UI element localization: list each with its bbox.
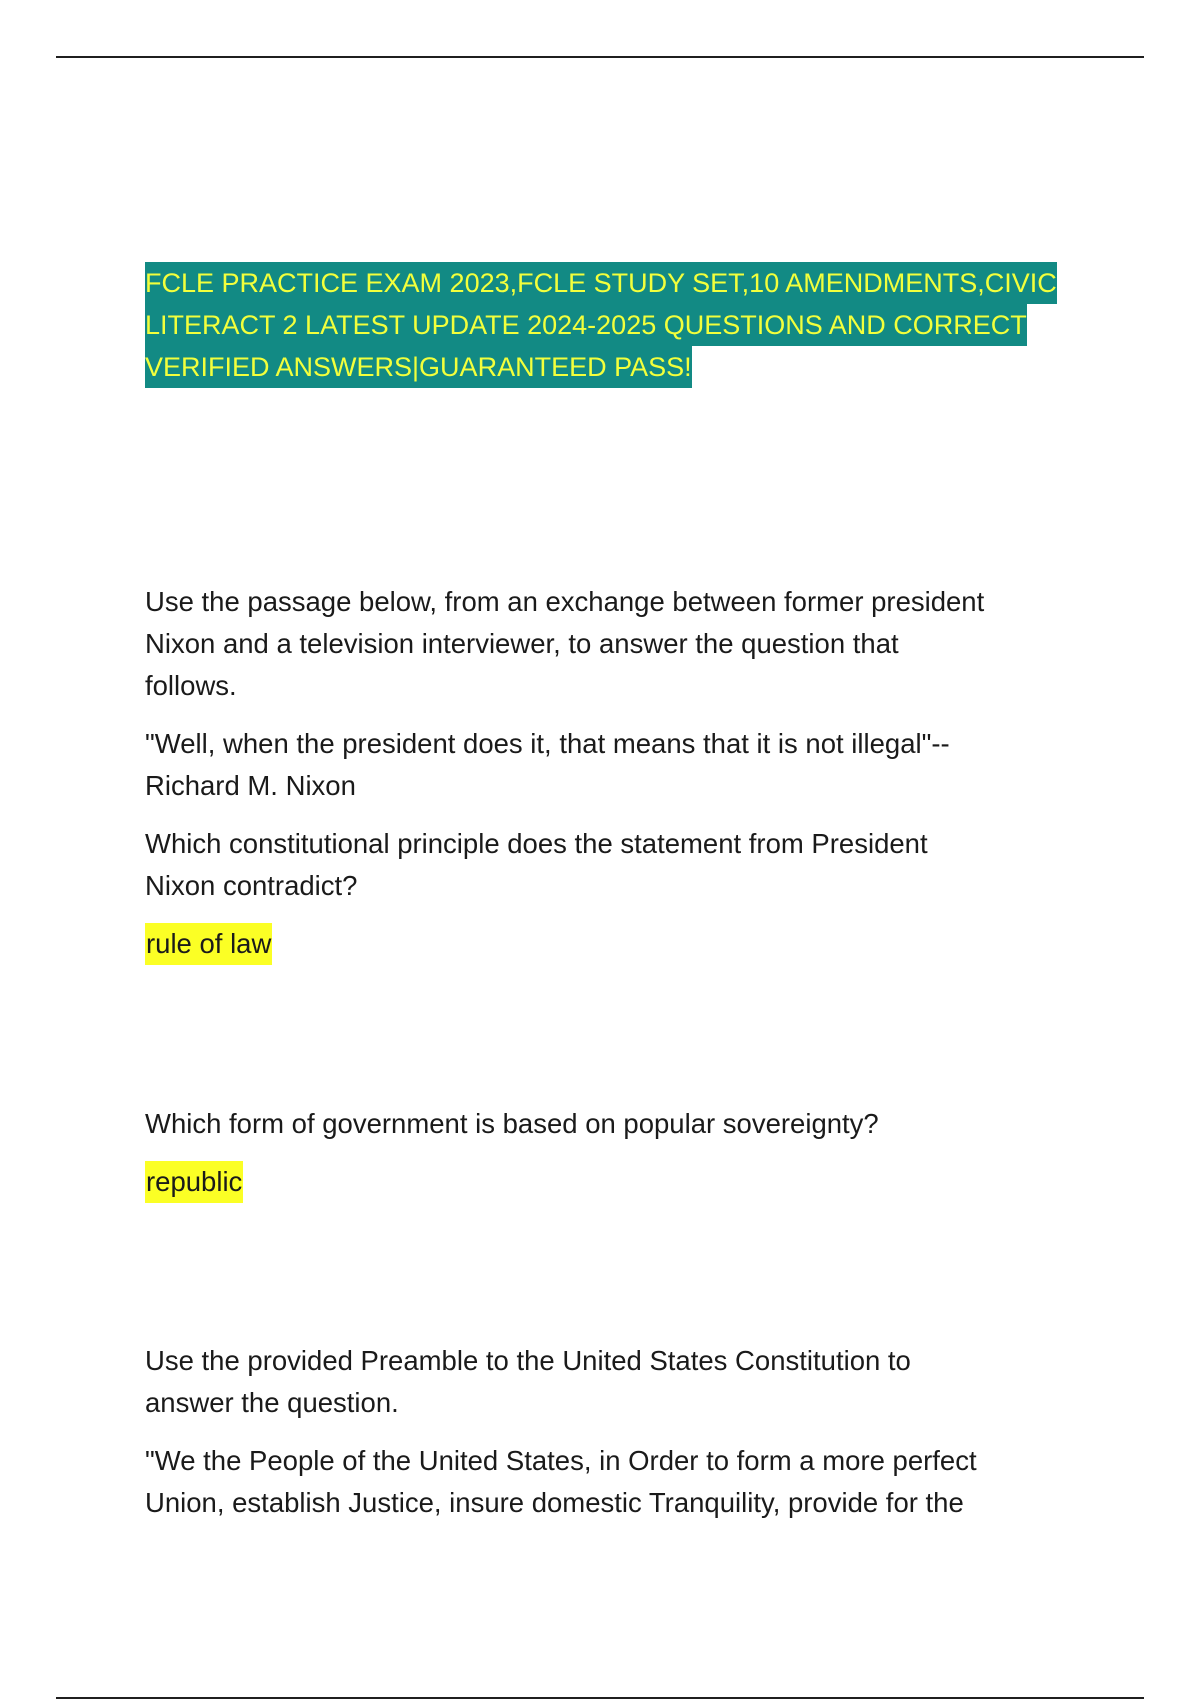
question-block-2 bbox=[145, 1103, 1065, 1203]
question-prompt-line: Nixon contradict? bbox=[145, 870, 358, 901]
answer-highlight: rule of law bbox=[145, 923, 272, 965]
document-title bbox=[145, 262, 1057, 388]
quote-line: Richard M. Nixon bbox=[145, 770, 356, 801]
title-line: LITERACT 2 LATEST UPDATE 2024-2025 QUESTIONS AND CORRECT bbox=[145, 304, 1027, 346]
top-rule bbox=[56, 56, 1144, 58]
bottom-rule bbox=[56, 1697, 1144, 1699]
quote-line: "We the People of the United States, in Order to form a more perfect bbox=[145, 1445, 977, 1476]
question-block-1 bbox=[145, 581, 1065, 965]
question-text-line: Use the provided Preamble to the United States Constitution to bbox=[145, 1345, 911, 1376]
quote-line: Union, establish Justice, insure domestic Tranquility, provide for the bbox=[145, 1487, 964, 1518]
question-text-line: Nixon and a television interviewer, to answer the question that bbox=[145, 628, 899, 659]
question-text-line: Which form of government is based on popular sovereignty? bbox=[145, 1108, 879, 1139]
question-block-3 bbox=[145, 1340, 1065, 1524]
question-text-line: Use the passage below, from an exchange between former president bbox=[145, 586, 985, 617]
title-line: VERIFIED ANSWERS|GUARANTEED PASS! bbox=[145, 346, 692, 388]
answer-highlight: republic bbox=[145, 1161, 243, 1203]
question-text-line: follows. bbox=[145, 670, 237, 701]
quote-line: "Well, when the president does it, that means that it is not illegal"-- bbox=[145, 728, 950, 759]
question-text-line: answer the question. bbox=[145, 1387, 399, 1418]
question-prompt-line: Which constitutional principle does the statement from President bbox=[145, 828, 928, 859]
title-line: FCLE PRACTICE EXAM 2023,FCLE STUDY SET,10 AMENDMENTS,CIVIC bbox=[145, 262, 1057, 304]
